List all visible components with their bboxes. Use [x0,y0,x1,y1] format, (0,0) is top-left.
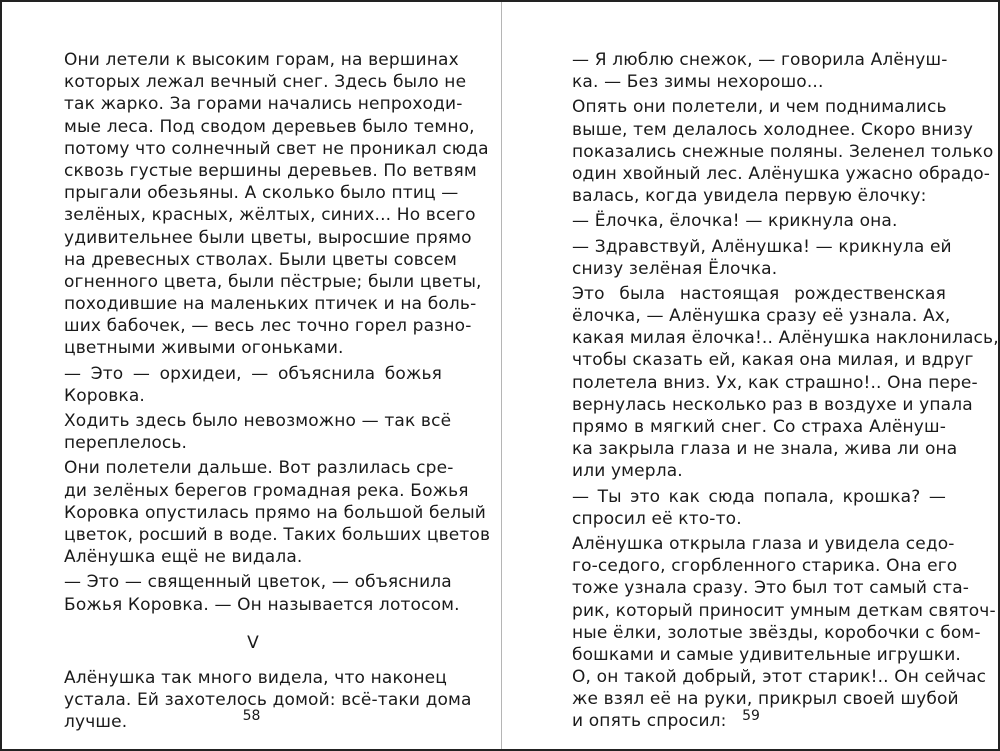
text-line: Опять они полетели, и чем поднимались [572,97,947,118]
text-line: цветными живыми огоньками. [64,338,344,359]
text-line: сквозь густые вершины деревьев. По ветвям [64,160,477,181]
text-line: на древесных стволах. Были цветы совсем [64,249,458,270]
text-line: прямо в мягкий снег. Со страха Алёнуш- [572,417,946,437]
text-line: — Ты это как сюда попала, крошка? — [572,486,946,507]
text-line: тоже узнала сразу. Это был тот самый ста- [572,578,970,599]
text-line: полетела вниз. Ух, как страшно!.. Она пере- [572,372,978,393]
paragraph [572,236,952,280]
text-line: Ходить здесь было невозможно — так всё [64,411,452,431]
right-page [502,2,1000,749]
text-line: — Это — орхидеи, — объяснила божья [64,363,442,384]
text-line: зелёных, красных, жёлтых, синих... Но всего [64,205,476,226]
page-number-right: 59 [742,708,760,724]
text-line: Алёнушка так много видела, что наконец [64,667,448,688]
text-line: устала. Ей захотелось домой: всё-таки дома [64,690,472,711]
left-page [2,2,501,749]
text-line: чтобы сказать ей, какая она милая, и вдруг [572,350,974,371]
text-line: или умерла. [572,461,683,482]
paragraph [572,283,999,483]
text-line: рик, который приносит умным деткам святоч- [572,600,996,621]
text-line: Коровка. [64,385,145,406]
text-line: Они полетели дальше. Вот разлилась сре- [64,458,454,479]
text-line: ка закрыла глаза и не знала, жива ли она [572,439,958,460]
text-line: удивительнее были цветы, выросшие прямо [64,227,472,248]
text-line: показались снежные поляны. Зеленел только [572,141,994,162]
text-line: снизу зелёная Ёлочка. [572,258,778,279]
left-page-text [64,49,491,733]
text-line: ные ёлки, золотые звёзды, коробочки с бом- [572,622,981,643]
paragraph [64,363,442,407]
text-line: — Здравствуй, Алёнушка! — крикнула ей [572,236,952,257]
paragraph [64,457,491,568]
chapter-heading: V [247,632,259,653]
text-line: валась, когда увидела первую ёлочку: [572,186,927,207]
text-line: — Ёлочка, ёлочка! — крикнула она. [572,211,898,232]
paragraph [572,210,946,232]
text-line: и опять спросил: [572,711,727,732]
page-number-left: 58 [242,708,261,724]
paragraph [572,49,946,93]
text-line: один хвойный лес. Алёнушка ужасно обрадо- [572,163,991,184]
text-line: какая милая ёлочка!.. Алёнушка наклонилась, [572,328,999,349]
paragraph [64,410,452,454]
text-line: огненного цвета, были пёстрые; были цветы, [64,271,482,292]
left-paragraphs-before [64,49,491,616]
text-line: которых лежал вечный снег. Здесь было не [64,72,467,93]
text-line: выше, тем делалось холоднее. Скоро внизу [572,119,974,140]
text-line: прыгали обезьяны. А сколько было птиц — [64,183,459,204]
text-line: Алёнушка ещё не видала. [64,547,303,568]
text-line: переплелось. [64,433,188,454]
text-line: ка. — Без зимы нехорошо... [572,72,824,93]
text-line: го-седого, сгорбленного старика. Она его [572,556,958,577]
text-line: Коровка опустилась прямо на большой белый [64,502,487,523]
text-line: — Я люблю снежок, — говорила Алёнуш- [572,50,948,70]
text-line: вернулась несколько раз в воздухе и упала [572,394,973,415]
paragraph [64,571,460,615]
text-line: ди зелёных берегов громадная река. Божья [64,480,469,501]
text-line: бошками и самые удивительные игрушки. [572,644,961,665]
text-line: походившие на маленьких птичек и на боль- [64,294,477,315]
right-page-text [572,49,999,733]
paragraph [572,533,996,733]
text-line: Это была настоящая рождественская [572,283,946,304]
text-line: так жарко. За горами начались непроходи- [64,94,463,115]
text-line: ших бабочек, — весь лес точно горел разно- [64,316,472,337]
text-line: — Это — священный цветок, — объяснила [64,572,452,593]
text-line: цветок, росший в воде. Таких больших цветов [64,524,491,545]
paragraph [572,486,946,530]
text-line: Алёнушка открыла глаза и увидела седо- [572,533,955,554]
text-line: Они летели к высоким горам, на вершинах [64,50,459,70]
text-line: Божья Коровка. — Он называется лотосом. [64,594,460,615]
text-line: потому что солнечный свет не проникал сюда [64,138,489,159]
text-line: же взял её на руки, прикрыл своей шубой [572,689,959,710]
text-line: ёлочка, — Алёнушка сразу её узнала. Ах, [572,306,951,327]
text-line: мые леса. Под сводом деревьев было темно, [64,116,475,137]
paragraph [572,96,994,207]
text-line: О, он такой добрый, этот старик!.. Он сейчас [572,667,987,688]
text-line: спросил её кто-то. [572,508,742,529]
text-line: лучше. [64,712,128,733]
paragraph [64,49,489,360]
